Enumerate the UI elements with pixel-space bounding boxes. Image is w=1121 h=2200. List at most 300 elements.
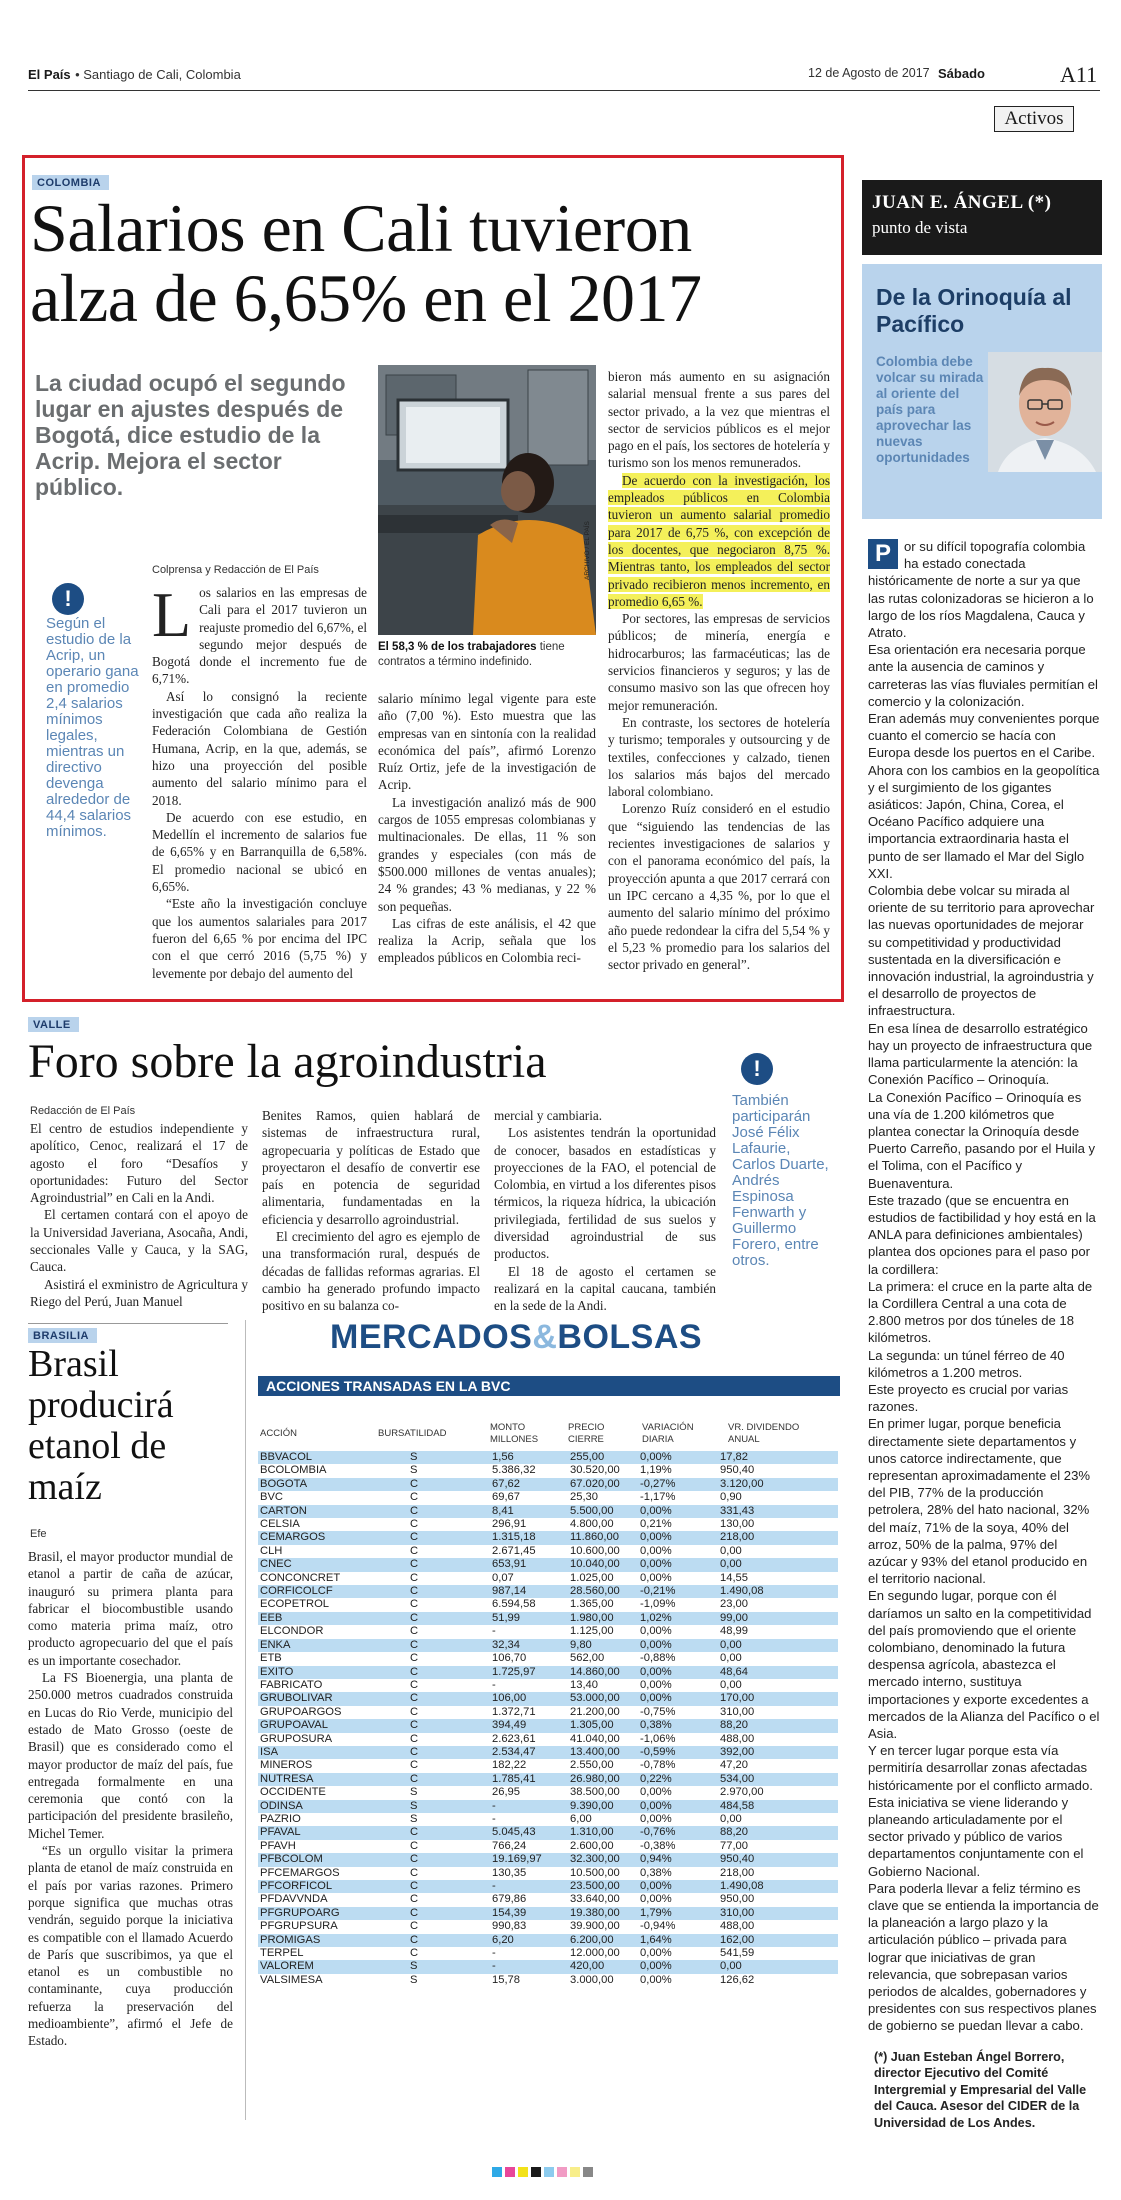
opinion-footnote: (*) Juan Esteban Ángel Borrero, director Ejecutivo del Comité Intergremial y Empresarial del Valle del Cauca. Asesor del CIDER de la Universidad de Los Andes. xyxy=(874,2049,1087,2130)
opinion-lead: or su difícil topografía colombia ha estado conectada históricamente de norte a sur ya que las rutas colonizadoras se hicieron a lo largo de los ríos Magdalena, Cauca y Atrato. xyxy=(868,539,1094,641)
header-rule xyxy=(28,90,1100,91)
opinion-header xyxy=(862,180,1102,255)
main-col1-lead: os salarios en las empresas de Cali para el 2017 tuvieron un reajuste promedio del 6,67%, el segundo mejor después de Bogotá donde el incremento fue de 6,71%. xyxy=(152,585,367,687)
table-row xyxy=(258,1692,838,1705)
bursatilidad-cell: C xyxy=(380,1773,488,1786)
opinion-paragraphs xyxy=(868,641,1100,2034)
table-row xyxy=(258,1746,838,1759)
bursatilidad-cell: C xyxy=(380,1759,488,1772)
monto-cell: 6,20 xyxy=(488,1934,566,1947)
table-row xyxy=(258,1947,838,1960)
main-byline: Colprensa y Redacción de El País xyxy=(152,564,319,576)
main-col3-p3: Por sectores, las empresas de servicios públicos; de minería, energía e hidrocarburos; las farmacéuticas; las de servicios financieros y seguros; y las de consumo masivo son las que ofrecen hoy mejor remuneración. xyxy=(608,611,830,713)
variacion-cell: 0,00% xyxy=(636,1639,706,1652)
monto-cell: 987,14 xyxy=(488,1585,566,1598)
dividendo-cell: 0,00 xyxy=(706,1813,838,1826)
foro-col3-p3: El 18 de agosto el certamen se realizará en la capital caucana, también en la sede de la Andi. xyxy=(494,1263,716,1314)
precio-cell: 9,80 xyxy=(566,1639,636,1652)
bursatilidad-cell: C xyxy=(380,1491,488,1504)
printer-color-bar xyxy=(492,2162,652,2172)
main-photo xyxy=(378,365,596,635)
monto-cell: 106,70 xyxy=(488,1652,566,1665)
variacion-cell: 0,00% xyxy=(636,1531,706,1544)
highlighted-text: De acuerdo con la investigación, los empleados públicos en Colombia tuvieron un aumento salarial promedio para 2017 de 6,75 %, con excepción de los docentes, que negociaron 8,75 %. Mientras tanto, los empleados del sector privado recibieron menos incremento, en promedio 6,65 %. xyxy=(608,472,830,609)
variacion-cell: -1,09% xyxy=(636,1598,706,1611)
monto-cell: - xyxy=(488,1960,566,1973)
monto-cell: 990,83 xyxy=(488,1920,566,1933)
stock-name: BBVACOL xyxy=(258,1451,380,1464)
variacion-cell: 0,21% xyxy=(636,1518,706,1531)
bursatilidad-cell: C xyxy=(380,1867,488,1880)
variacion-cell: 0,00% xyxy=(636,1545,706,1558)
monto-cell: 679,86 xyxy=(488,1893,566,1906)
monto-cell: 1.315,18 xyxy=(488,1531,566,1544)
dividendo-cell: 170,00 xyxy=(706,1692,838,1705)
main-col2-p3: Las cifras de este análisis, el 42 que realiza la Acrip, señala que los empleados públicos en Colombia reci- xyxy=(378,915,596,966)
brasil-p2: La FS Bioenergia, una planta de 250.000 metros cuadrados construida en Lucas do Rio Verde, municipio del estado de Mato Grosso (oeste de Brasil) que es considerado como el mayor productor de maíz del país, fue entregada formalmente en una ceremonia que contó con la participación del presidente brasileño, Michel Temer. xyxy=(28,1670,233,1841)
variacion-cell: 0,00% xyxy=(636,1893,706,1906)
main-col3-highlight xyxy=(608,472,830,610)
variacion-cell: 0,00% xyxy=(636,1558,706,1571)
stock-name: CEMARGOS xyxy=(258,1531,380,1544)
stock-name: VALOREM xyxy=(258,1960,380,1973)
precio-cell: 1.025,00 xyxy=(566,1572,636,1585)
precio-cell: 26.980,00 xyxy=(566,1773,636,1786)
bursatilidad-cell: C xyxy=(380,1639,488,1652)
stock-name: BCOLOMBIA xyxy=(258,1464,380,1477)
precio-cell: 562,00 xyxy=(566,1652,636,1665)
dividendo-cell: 48,99 xyxy=(706,1625,838,1638)
paper-name: El País xyxy=(28,67,71,82)
table-row xyxy=(258,1920,838,1933)
variacion-cell: 0,38% xyxy=(636,1719,706,1732)
precio-cell: 28.560,00 xyxy=(566,1585,636,1598)
stock-name: CNEC xyxy=(258,1558,380,1571)
photo-credit: ARCHIVO / EL PAÍS xyxy=(584,521,591,580)
monto-cell: 394,49 xyxy=(488,1719,566,1732)
table-row xyxy=(258,1518,838,1531)
stock-name: PFDAVVNDA xyxy=(258,1893,380,1906)
variacion-cell: 0,00% xyxy=(636,1880,706,1893)
monto-cell: - xyxy=(488,1947,566,1960)
foro-byline: Redacción de El País xyxy=(30,1105,136,1117)
stocks-body xyxy=(258,1451,838,1987)
th-monto: MONTO MILLONES xyxy=(490,1422,539,1445)
precio-cell: 11.860,00 xyxy=(566,1531,636,1544)
table-row xyxy=(258,1934,838,1947)
opinion-box xyxy=(862,264,1102,519)
dividendo-cell: 0,00 xyxy=(706,1545,838,1558)
stock-name: CLH xyxy=(258,1545,380,1558)
precio-cell: 2.600,00 xyxy=(566,1840,636,1853)
opinion-label: punto de vista xyxy=(872,218,968,237)
main-col1-p4: “Este año la investigación concluye que los aumentos salariales para 2017 fueron del 6,65 % por encima del IPC con el que cerró 2016 (5,75 %) y levemente por debajo del aumento del xyxy=(152,896,367,981)
dividendo-cell: 2.970,00 xyxy=(706,1786,838,1799)
precio-cell: 5.500,00 xyxy=(566,1505,636,1518)
table-row xyxy=(258,1773,838,1786)
variacion-cell: 0,00% xyxy=(636,1692,706,1705)
table-row xyxy=(258,1880,838,1893)
bursatilidad-cell: C xyxy=(380,1518,488,1531)
table-row xyxy=(258,1585,838,1598)
bursatilidad-cell: C xyxy=(380,1625,488,1638)
variacion-cell: 0,00% xyxy=(636,1451,706,1464)
opinion-title: De la Orinoquía al Pacífico xyxy=(876,284,1072,337)
stock-name: PFGRUPOARG xyxy=(258,1907,380,1920)
dividendo-cell: 47,20 xyxy=(706,1759,838,1772)
monto-cell: 5.386,32 xyxy=(488,1464,566,1477)
variacion-cell: 0,00% xyxy=(636,1572,706,1585)
table-row xyxy=(258,1666,838,1679)
bursatilidad-cell: C xyxy=(380,1840,488,1853)
precio-cell: 1.365,00 xyxy=(566,1598,636,1611)
variacion-cell: -0,94% xyxy=(636,1920,706,1933)
opinion-paragraph: La primera: el cruce en la parte alta de la Cordillera Central a una cota de 2.800 metros por dos túneles de 18 kilómetros. xyxy=(868,1278,1093,1346)
stock-name: ETB xyxy=(258,1652,380,1665)
main-col3 xyxy=(608,368,830,973)
foro-col2-p2: El crecimiento del agro es ejemplo de una transformación rural, después de décadas de fallidas reformas agrarias. El cambio ha generado profundo impacto positivo en su balanza co- xyxy=(262,1229,480,1314)
table-row xyxy=(258,1491,838,1504)
dividendo-cell: 331,43 xyxy=(706,1505,838,1518)
mercados-title-b: BOLSAS xyxy=(557,1318,703,1356)
precio-cell: 1.305,00 xyxy=(566,1719,636,1732)
foro-kicker: VALLE xyxy=(28,1017,79,1032)
bursatilidad-cell: C xyxy=(380,1679,488,1692)
dividendo-cell: 0,00 xyxy=(706,1558,838,1571)
main-deck: La ciudad ocupó el segundo lugar en ajustes después de Bogotá, dice estudio de la Acrip. Mejora el sector público. xyxy=(35,370,346,500)
bursatilidad-cell: C xyxy=(380,1934,488,1947)
dividendo-cell: 48,64 xyxy=(706,1666,838,1679)
stock-name: GRUPOARGOS xyxy=(258,1706,380,1719)
bursatilidad-cell: S xyxy=(380,1813,488,1826)
stock-name: PFGRUPSURA xyxy=(258,1920,380,1933)
bursatilidad-cell: C xyxy=(380,1893,488,1906)
opinion-paragraph: La Conexión Pacífico – Orinoquía es una vía de 1.200 kilómetros que plantea conectar la Orinoquía desde Puerto Carreño, pasando por el Huila y el Tolima, con el Pacífico y Buenaventura. xyxy=(868,1089,1096,1191)
stock-name: TERPEL xyxy=(258,1947,380,1960)
monto-cell: 766,24 xyxy=(488,1840,566,1853)
variacion-cell: -1,17% xyxy=(636,1491,706,1504)
precio-cell: 2.550,00 xyxy=(566,1759,636,1772)
variacion-cell: -0,76% xyxy=(636,1826,706,1839)
opinion-paragraph: Y en tercer lugar porque esta vía permitiría desarrollar zonas afectadas históricamente por el conflicto armado. xyxy=(868,1743,1093,1793)
dividendo-cell: 162,00 xyxy=(706,1934,838,1947)
paper-location: • Santiago de Cali, Colombia xyxy=(75,67,241,82)
precio-cell: 32.300,00 xyxy=(566,1853,636,1866)
monto-cell: 5.045,43 xyxy=(488,1826,566,1839)
opinion-paragraph: Este trazado (que se encuentra en estudios de factibilidad y hoy está en la ANLA para definiciones ambientales) plantea dos opciones para el paso por la cordillera: xyxy=(868,1192,1096,1277)
th-dividendo: VR. DIVIDENDO ANUAL xyxy=(728,1422,800,1445)
dividendo-cell: 14,55 xyxy=(706,1572,838,1585)
stock-name: EEB xyxy=(258,1612,380,1625)
table-row xyxy=(258,1960,838,1973)
stock-name: CARTON xyxy=(258,1505,380,1518)
main-col1-p2: Así lo consignó la reciente investigación que cada año realiza la Federación Colombiana de Gestión Humana, Acrip, en la que, además, se hizo una proyección del posible aumento del salario mínimo para el 2018. xyxy=(152,688,367,808)
main-headline-line1: Salarios en Cali tuvieron xyxy=(30,190,692,266)
table-row xyxy=(258,1639,838,1652)
table-row xyxy=(258,1759,838,1772)
stock-name: ODINSA xyxy=(258,1800,380,1813)
dividendo-cell: 88,20 xyxy=(706,1826,838,1839)
stock-name: VALSIMESA xyxy=(258,1974,380,1987)
brasil-rule xyxy=(28,1323,228,1324)
monto-cell: - xyxy=(488,1800,566,1813)
table-row xyxy=(258,1867,838,1880)
variacion-cell: -0,75% xyxy=(636,1706,706,1719)
table-row xyxy=(258,1907,838,1920)
precio-cell: 9.390,00 xyxy=(566,1800,636,1813)
stock-name: PROMIGAS xyxy=(258,1934,380,1947)
bursatilidad-cell: C xyxy=(380,1920,488,1933)
variacion-cell: -1,06% xyxy=(636,1733,706,1746)
table-row xyxy=(258,1531,838,1544)
monto-cell: 8,41 xyxy=(488,1505,566,1518)
precio-cell: 10.500,00 xyxy=(566,1867,636,1880)
author-portrait xyxy=(988,352,1102,472)
variacion-cell: 1,79% xyxy=(636,1907,706,1920)
precio-cell: 6,00 xyxy=(566,1813,636,1826)
variacion-cell: 0,00% xyxy=(636,1813,706,1826)
variacion-cell: -0,88% xyxy=(636,1652,706,1665)
precio-cell: 1.980,00 xyxy=(566,1612,636,1625)
opinion-paragraph: Esta iniciativa se viene liderando y planeando articuladamente por el sector privado y público de varios departamentos conjuntamente con el Gobierno Nacional. xyxy=(868,1794,1084,1879)
foro-sidebar: También participarán José Félix Lafaurie, Carlos Duarte, Andrés Espinosa Fenwarth y Guillermo Forero, entre otros. xyxy=(732,1092,829,1269)
precio-cell: 30.520,00 xyxy=(566,1464,636,1477)
photo-caption-bold: El 58,3 % de los trabajadores xyxy=(378,641,537,653)
dividendo-cell: 950,40 xyxy=(706,1464,838,1477)
dividendo-cell: 310,00 xyxy=(706,1907,838,1920)
table-row xyxy=(258,1464,838,1477)
monto-cell: 6.594,58 xyxy=(488,1598,566,1611)
dividendo-cell: 218,00 xyxy=(706,1531,838,1544)
bursatilidad-cell: C xyxy=(380,1652,488,1665)
precio-cell: 10.040,00 xyxy=(566,1558,636,1571)
main-col3-p5: Lorenzo Ruíz consideró en el estudio que “siguiendo las tendencias de las recientes investigaciones de salarios y con el panorama económico del país, la proyección apunta a que 2017 cerrará con un IPC cercano a 4,35 %, por lo que el aumento del salario mínimo del próximo año puede redondear la cifra del 5,54 % y el 5,23 % promedio para los salarios del sector privado en general”. xyxy=(608,801,830,973)
variacion-cell: 1,64% xyxy=(636,1934,706,1947)
bursatilidad-cell: C xyxy=(380,1598,488,1611)
monto-cell: - xyxy=(488,1813,566,1826)
dividendo-cell: 488,00 xyxy=(706,1733,838,1746)
opinion-paragraph: Ahora con los cambios en la geopolítica y el surgimiento de los gigantes asiáticos: Japón, China, Corea, el Océano Pacífico adquiere una importancia extraordinaria hasta el punto de ser llamado el Mar del Siglo XXI. xyxy=(868,762,1100,881)
stock-name: PFCORFICOL xyxy=(258,1880,380,1893)
brasil-headline: Brasil producirá etanol de maíz xyxy=(28,1343,174,1508)
monto-cell: 32,34 xyxy=(488,1639,566,1652)
precio-cell: 14.860,00 xyxy=(566,1666,636,1679)
bursatilidad-cell: S xyxy=(380,1800,488,1813)
stock-name: OCCIDENTE xyxy=(258,1786,380,1799)
dividendo-cell: 130,00 xyxy=(706,1518,838,1531)
stock-name: PFBCOLOM xyxy=(258,1853,380,1866)
dividendo-cell: 88,20 xyxy=(706,1719,838,1732)
stock-name: ENKA xyxy=(258,1639,380,1652)
precio-cell: 13.400,00 xyxy=(566,1746,636,1759)
stock-name: MINEROS xyxy=(258,1759,380,1772)
dividendo-cell: 392,00 xyxy=(706,1746,838,1759)
monto-cell: 0,07 xyxy=(488,1572,566,1585)
table-row xyxy=(258,1786,838,1799)
brasil-kicker: BRASILIA xyxy=(28,1328,97,1343)
main-pullquote: Según el estudio de la Acrip, un operario gana en promedio 2,4 salarios mínimos legales, mientras un directivo devenga alrededor de 44,4 salarios mínimos. xyxy=(46,615,139,840)
table-row xyxy=(258,1679,838,1692)
dividendo-cell: 126,62 xyxy=(706,1974,838,1987)
th-variacion: VARIACIÓN DIARIA xyxy=(642,1422,694,1445)
dividendo-cell: 23,00 xyxy=(706,1598,838,1611)
main-kicker: COLOMBIA xyxy=(32,175,109,190)
opinion-deck: Colombia debe volcar su mirada al oriente del país para aprovechar las nuevas oportunidades xyxy=(876,354,984,465)
table-row xyxy=(258,1478,838,1491)
foro-col1 xyxy=(30,1120,248,1310)
precio-cell: 1.310,00 xyxy=(566,1826,636,1839)
monto-cell: 106,00 xyxy=(488,1692,566,1705)
main-col1-p3: De acuerdo con ese estudio, en Medellín el incremento de salarios fue de 6,65% y en Barranquilla de 6,58%. El promedio nacional se ubicó en 6,65%. xyxy=(152,809,367,895)
bursatilidad-cell: C xyxy=(380,1505,488,1518)
dropcap: L xyxy=(152,579,192,650)
page-header xyxy=(28,62,1100,90)
table-row xyxy=(258,1652,838,1665)
dividendo-cell: 950,00 xyxy=(706,1893,838,1906)
monto-cell: 69,67 xyxy=(488,1491,566,1504)
opinion-paragraph: En segundo lugar, porque con él daríamos un salto en la competitividad del país promoviendo que el oriente colombiano, denominado la futura despensa agrícola, abastezca el mercado interno, sustituya importaciones y exporte excedentes a mercados de la Alianza del Pacífico o el Asia. xyxy=(868,1588,1100,1742)
variacion-cell: -0,59% xyxy=(636,1746,706,1759)
table-row xyxy=(258,1813,838,1826)
dividendo-cell: 534,00 xyxy=(706,1773,838,1786)
table-row xyxy=(258,1505,838,1518)
main-headline xyxy=(30,190,830,336)
variacion-cell: 1,02% xyxy=(636,1612,706,1625)
precio-cell: 1.125,00 xyxy=(566,1625,636,1638)
bursatilidad-cell: C xyxy=(380,1733,488,1746)
table-row xyxy=(258,1572,838,1585)
variacion-cell: -0,21% xyxy=(636,1585,706,1598)
stocks-table xyxy=(258,1451,838,1987)
author-photo xyxy=(988,352,1102,472)
foro-col1-p1: El centro de estudios independiente y apolítico, Cenoc, realizará el 17 de agosto el foro “Desafíos y oportunidades: Futuro del Sector Agroindustrial” en Cali en la Andi. xyxy=(30,1121,248,1206)
bursatilidad-cell: C xyxy=(380,1907,488,1920)
stock-name: PAZRIO xyxy=(258,1813,380,1826)
dividendo-cell: 488,00 xyxy=(706,1920,838,1933)
stock-name: BVC xyxy=(258,1491,380,1504)
monto-cell: - xyxy=(488,1625,566,1638)
monto-cell: 19.169,97 xyxy=(488,1853,566,1866)
dividendo-cell: 484,58 xyxy=(706,1800,838,1813)
precio-cell: 420,00 xyxy=(566,1960,636,1973)
main-col1 xyxy=(152,579,367,982)
dividendo-cell: 310,00 xyxy=(706,1706,838,1719)
table-row xyxy=(258,1451,838,1464)
bursatilidad-cell: S xyxy=(380,1451,488,1464)
stock-name: ELCONDOR xyxy=(258,1625,380,1638)
stock-name: EXITO xyxy=(258,1666,380,1679)
monto-cell: 2.623,61 xyxy=(488,1733,566,1746)
opinion-paragraph: Este proyecto es crucial por varias razones. xyxy=(868,1381,1069,1415)
monto-cell: - xyxy=(488,1679,566,1692)
monto-cell: 154,39 xyxy=(488,1907,566,1920)
dividendo-cell: 218,00 xyxy=(706,1867,838,1880)
table-header xyxy=(258,1400,840,1448)
monto-cell: 182,22 xyxy=(488,1759,566,1772)
bursatilidad-cell: C xyxy=(380,1826,488,1839)
table-row xyxy=(258,1558,838,1571)
table-row xyxy=(258,1893,838,1906)
mercados-divider xyxy=(245,1320,246,2120)
bursatilidad-cell: S xyxy=(380,1464,488,1477)
precio-cell: 255,00 xyxy=(566,1451,636,1464)
stock-name: NUTRESA xyxy=(258,1773,380,1786)
table-row xyxy=(258,1719,838,1732)
stock-name: ISA xyxy=(258,1746,380,1759)
stock-name: ECOPETROL xyxy=(258,1598,380,1611)
th-accion: ACCIÓN xyxy=(260,1428,297,1439)
variacion-cell: 1,19% xyxy=(636,1464,706,1477)
stocks-table-wrap xyxy=(258,1451,840,1987)
bursatilidad-cell: C xyxy=(380,1572,488,1585)
variacion-cell: -0,27% xyxy=(636,1478,706,1491)
opinion-paragraph: En primer lugar, porque beneficia directamente siete departamentos y unos catorce indirectamente, que representan aproximadamente el 23% del PIB, 77% de la producción petrolera, 28% del hato nacional, 32% del maíz, 71% de la soya, 40% del arroz, 50% de la palma, 97% del azúcar y 93% del etanol producido en el territorio nacional. xyxy=(868,1416,1090,1587)
stock-name: PFCEMARGOS xyxy=(258,1867,380,1880)
precio-cell: 19.380,00 xyxy=(566,1907,636,1920)
dividendo-cell: 0,90 xyxy=(706,1491,838,1504)
page-date: 12 de Agosto de 2017 xyxy=(808,66,930,80)
foro-col2 xyxy=(262,1107,480,1315)
precio-cell: 6.200,00 xyxy=(566,1934,636,1947)
opinion-paragraph: La segunda: un túnel férreo de 40 kilómetros a 1.200 metros. xyxy=(868,1347,1065,1380)
foro-headline: Foro sobre la agroindustria xyxy=(28,1035,547,1088)
variacion-cell: 0,00% xyxy=(636,1800,706,1813)
dividendo-cell: 3.120,00 xyxy=(706,1478,838,1491)
monto-cell: 653,91 xyxy=(488,1558,566,1571)
monto-cell: 51,99 xyxy=(488,1612,566,1625)
bursatilidad-cell: C xyxy=(380,1947,488,1960)
table-row xyxy=(258,1840,838,1853)
variacion-cell: 0,00% xyxy=(636,1625,706,1638)
bursatilidad-cell: C xyxy=(380,1666,488,1679)
foro-col3-p2: Los asistentes tendrán la oportunidad de conocer, basados en estadísticas y proyecciones de la FAO, el potencial de Colombia, en virtud a los diferentes pisos térmicos, la riqueza hídrica, la ubicación privilegiada, fertilidad de sus suelos y diversidad agroindustrial de sus productos. xyxy=(494,1125,716,1262)
dividendo-cell: 1.490,08 xyxy=(706,1585,838,1598)
bursatilidad-cell: C xyxy=(380,1612,488,1625)
foro-col1-p3: Asistirá el exministro de Agricultura y Riego del Perú, Juan Manuel xyxy=(30,1276,248,1309)
section-tab: Activos xyxy=(994,106,1074,132)
dividendo-cell: 0,00 xyxy=(706,1679,838,1692)
brasil-p3: “Es un orgullo visitar la primera planta de etanol de maíz construida en el país por varias razones. Primero porque significa que muchas otras vendrán, seguido porque la iniciativa es compatible con el llamado Acuerdo de París que suscribimos, ya que el etanol es un combustible no contaminante, cuya producción refuerza la preservación del medioambiente”, afirmó el Jefe de Estado. xyxy=(28,1843,233,2049)
mercados-amp: & xyxy=(532,1318,558,1356)
monto-cell: 2.534,47 xyxy=(488,1746,566,1759)
page-number: A11 xyxy=(1060,62,1098,87)
bursatilidad-cell: S xyxy=(380,1974,488,1987)
bursatilidad-cell: C xyxy=(380,1706,488,1719)
table-row xyxy=(258,1826,838,1839)
stock-name: GRUPOAVAL xyxy=(258,1719,380,1732)
opinion-paragraph: En esa línea de desarrollo estratégico hay un proyecto de infraestructura que llama particularmente la atención: la Conexión Pacífico – Orinoquía. xyxy=(868,1020,1093,1088)
variacion-cell: 0,00% xyxy=(636,1947,706,1960)
dividendo-cell: 17,82 xyxy=(706,1451,838,1464)
dividendo-cell: 0,00 xyxy=(706,1960,838,1973)
foro-col2-p1: Benites Ramos, quien hablará de sistemas de infraestructura rural, agropecuaria y políticas de Estado que proyectaron el desafío de convertir ese país en potencia de seguridad alimentaria, fundamentadas en la eficiencia y desarrollo agroindustrial. xyxy=(262,1108,480,1227)
precio-cell: 3.000,00 xyxy=(566,1974,636,1987)
monto-cell: 15,78 xyxy=(488,1974,566,1987)
photo-caption-text: tiene contratos a término indefinido. xyxy=(378,641,565,668)
bursatilidad-cell: S xyxy=(380,1786,488,1799)
table-row xyxy=(258,1545,838,1558)
table-row xyxy=(258,1800,838,1813)
bursatilidad-cell: C xyxy=(380,1746,488,1759)
stock-name: BOGOTA xyxy=(258,1478,380,1491)
main-headline-line2: alza de 6,65% en el 2017 xyxy=(30,260,702,336)
precio-cell: 67.020,00 xyxy=(566,1478,636,1491)
office-worker-photo xyxy=(378,365,596,635)
bvc-bar: ACCIONES TRANSADAS EN LA BVC xyxy=(258,1376,840,1396)
monto-cell: 26,95 xyxy=(488,1786,566,1799)
precio-cell: 21.200,00 xyxy=(566,1706,636,1719)
stock-name: FABRICATO xyxy=(258,1679,380,1692)
